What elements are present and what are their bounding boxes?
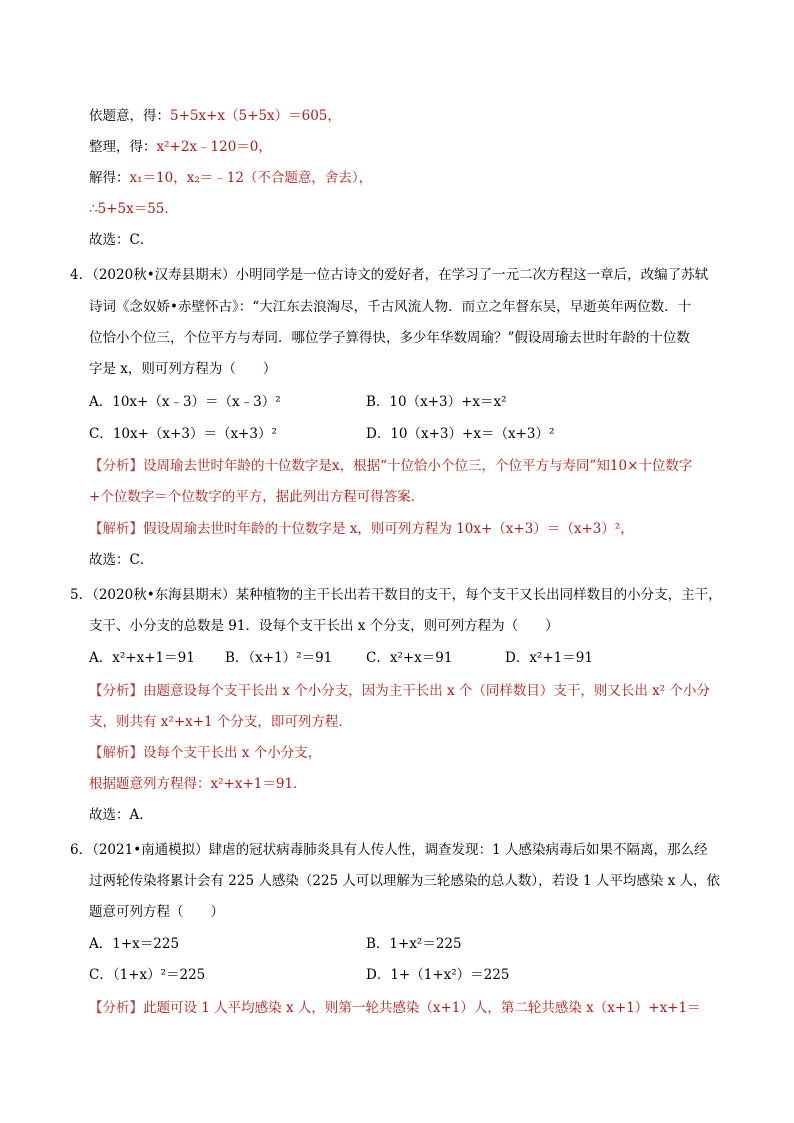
solution-text: 设每个支干长出 x 个小分支， [143,745,322,761]
q6-stem-line-3: 题意可列方程（ ） [89,904,224,920]
analysis-tag: 【分析】 [89,1000,143,1016]
q6-option-d: D．1+（1+x²）＝225 [366,967,510,983]
analysis-text: 此题可设 1 人平均感染 x 人，则第一轮共感染（x+1）人，第二轮共感染 x（x+1）+x+1＝ [143,1000,701,1016]
q4-answer: 故选：C． [89,552,154,568]
text-prefix: 整理，得： [89,139,157,155]
q5-option-a: A．x²+x+1＝91 [89,650,195,666]
solution-line-3 [89,166,372,186]
q4-option-d: D．10（x+3）+x＝（x+3）² [366,426,555,442]
analysis-text: 设周瑜去世时年龄的十位数字是x，根据“十位恰小个位三，个位平方与寿同”知10×十位数字 [143,458,693,474]
text-prefix: 依题意，得： [89,108,170,124]
q6-option-a: A．1+x＝225 [89,936,180,952]
solution-line-4: ∴5+5x＝55． [89,201,178,217]
q6-option-b: B．1+x²＝225 [366,936,462,952]
q4-solution-line-1 [89,517,634,537]
q4-stem-line-4: 字是 x，则可列方程为（ ） [89,361,277,377]
math-expression: x₁＝10，x₂＝﹣12（不合题意，舍去）， [129,170,373,186]
q6-analysis-line-1 [89,996,701,1016]
analysis-tag: 【分析】 [89,458,143,474]
math-expression: 5+5x+x（5+5x）＝605， [170,108,341,124]
q4-option-a: A．10x+（x﹣3）＝（x﹣3）² [89,394,281,410]
q5-solution-line-2: 根据题意列方程得：x²+x+1＝91． [89,776,307,792]
q5-option-b: B．（x+1）²＝91 [225,650,333,666]
math-expression: x²+2x﹣120＝0， [156,139,272,155]
solution-line-1 [89,104,341,124]
analysis-text: 由题意设每个支干长出 x 个小分支，因为主干长出 x 个（同样数目）支干，则又长出 x² 个小分 [143,683,710,699]
q5-stem-line-2: 支干、小分支的总数是 91．设每个支干长出 x 个分支，则可列方程为（ ） [89,618,559,634]
solution-line-2 [89,135,272,155]
q4-stem-line-3: 位恰小个位三，个位平方与寿同．哪位学子算得快，多少年华数周瑜？”假设周瑜去世时年龄的十位数 [89,330,690,346]
q4-stem-line-1: 4．（2020秋•汉寿县期末）小明同学是一位古诗文的爱好者，在学习了一元二次方程这一章后，改编了苏轼 [70,267,709,283]
q6-stem-line-2: 过两轮传染将累计会有 225 人感染（225 人可以理解为三轮感染的总人数），若设 1 人平均感染 x 人，依 [89,873,721,889]
answer-line: 故选：C． [89,232,154,248]
solution-tag: 【解析】 [89,745,143,761]
q4-analysis-line-2: +个位数字＝个位数字的平方，据此列出方程可得答案． [89,489,425,505]
solution-tag: 【解析】 [89,521,143,537]
q5-analysis-line-1 [89,679,710,699]
solution-text: 假设周瑜去世时年龄的十位数字是 x，则可列方程为 10x+（x+3）＝（x+3）²， [143,521,634,537]
q6-option-c: C．（1+x）²＝225 [89,967,206,983]
q4-analysis-line-1 [89,454,692,474]
q5-answer: 故选：A． [89,807,153,823]
q4-option-b: B．10（x+3）+x＝x² [366,394,507,410]
q5-solution-line-1 [89,741,321,761]
q6-stem-line-1: 6．（2021•南通模拟）肆虐的冠状病毒肺炎具有人传人性，调查发现：1 人感染病毒后如果不隔离，那么经 [70,842,708,858]
q5-option-d: D．x²+1＝91 [505,650,593,666]
q5-option-c: C．x²+x＝91 [366,650,453,666]
q4-stem-line-2: 诗词《念奴娇•赤壁怀古》：“大江东去浪淘尽，千古风流人物．而立之年督东吴，早逝英年两位数．十 [89,299,692,315]
q5-analysis-line-2: 支，则共有 x²+x+1 个分支，即可列方程． [89,714,352,730]
analysis-tag: 【分析】 [89,683,143,699]
text-prefix: 解得： [89,170,130,186]
q4-option-c: C．10x+（x+3）＝（x+3）² [89,426,277,442]
q5-stem-line-1: 5．（2020秋•东海县期末）某种植物的主干长出若干数目的支干，每个支干又长出同样数目的小分支，主干， [70,587,722,603]
